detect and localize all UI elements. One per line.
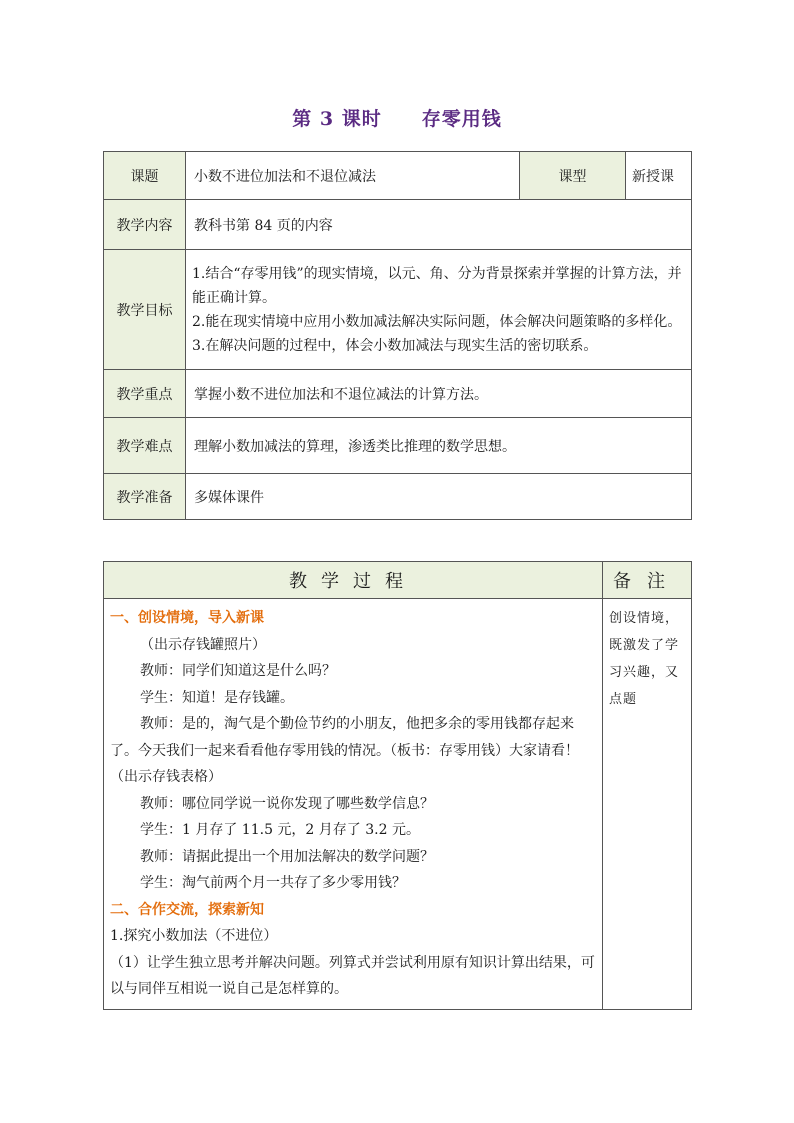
process-body-row — [104, 599, 692, 1010]
goals-row — [104, 250, 692, 370]
goal-item: 1.结合“存零用钱”的现实情境，以元、角、分为背景探索并掌握的计算方法，并能正确计算。 — [192, 265, 682, 306]
goals-label: 教学目标 — [104, 250, 186, 370]
topic-value: 小数不进位加法和不退位减法 — [186, 152, 520, 200]
difficulty-value: 理解小数加减法的算理，渗透类比推理的数学思想。 — [186, 418, 692, 474]
paragraph: 学生：知道！是存钱罐。 — [140, 689, 294, 706]
content-row — [104, 200, 692, 250]
section-heading: 一、创设情境，导入新课 — [110, 610, 264, 626]
lesson-number: 第 3 课时 — [292, 108, 382, 130]
topic-label: 课题 — [104, 152, 186, 200]
process-header-row — [104, 562, 692, 599]
section-heading: 二、合作交流，探索新知 — [110, 901, 264, 918]
type-label: 课型 — [520, 152, 626, 200]
paragraph: 教师：同学们知道这是什么吗？ — [140, 663, 336, 679]
lesson-info-table — [103, 151, 692, 520]
teaching-process-table — [103, 561, 692, 1010]
process-content — [104, 599, 603, 1010]
goals-list — [186, 250, 692, 370]
goal-item: 2.能在现实情境中应用小数加减法解决实际问题，体会解决问题策略的多样化。 — [192, 313, 682, 330]
paragraph: 教师：是的，淘气是个勤俭节约的小朋友，他把多余的零用钱都存起来了。今天我们一起来看看他存零用钱的情况。（板书：存零用钱）大家请看！（出示存钱表格） — [110, 716, 579, 785]
content-label: 教学内容 — [104, 200, 186, 250]
difficulty-row — [104, 418, 692, 474]
key-label: 教学重点 — [104, 370, 186, 418]
prep-value: 多媒体课件 — [186, 474, 692, 520]
difficulty-label: 教学难点 — [104, 418, 186, 474]
process-header: 教学过程 — [104, 562, 603, 599]
key-value: 掌握小数不进位加法和不退位减法的计算方法。 — [186, 370, 692, 418]
topic-row — [104, 152, 692, 200]
note-content: 创设情境，既激发了学习兴趣，又点题 — [603, 599, 692, 1010]
key-row — [104, 370, 692, 418]
paragraph: （出示存钱罐照片） — [140, 636, 266, 653]
lesson-name: 存零用钱 — [421, 108, 502, 130]
subheading: 1.探究小数加法（不进位） — [110, 928, 278, 944]
goal-item: 3.在解决问题的过程中，体会小数加减法与现实生活的密切联系。 — [192, 337, 598, 354]
type-value: 新授课 — [626, 152, 692, 200]
paragraph: 教师：哪位同学说一说你发现了哪些数学信息？ — [140, 795, 434, 812]
paragraph: 学生：淘气前两个月一共存了多少零用钱？ — [140, 875, 406, 891]
page-title — [0, 104, 794, 131]
paragraph: （1）让学生独立思考并解决问题。列算式并尝试利用原有知识计算出结果，可以与同伴互相说一说自己是怎样算的。 — [110, 954, 595, 997]
note-header: 备注 — [603, 562, 692, 599]
prep-row — [104, 474, 692, 520]
content-value: 教科书第 84 页的内容 — [186, 200, 692, 250]
paragraph: 教师：请据此提出一个用加法解决的数学问题？ — [140, 848, 434, 865]
prep-label: 教学准备 — [104, 474, 186, 520]
paragraph: 学生：1 月存了 11.5 元，2 月存了 3.2 元。 — [140, 822, 420, 838]
